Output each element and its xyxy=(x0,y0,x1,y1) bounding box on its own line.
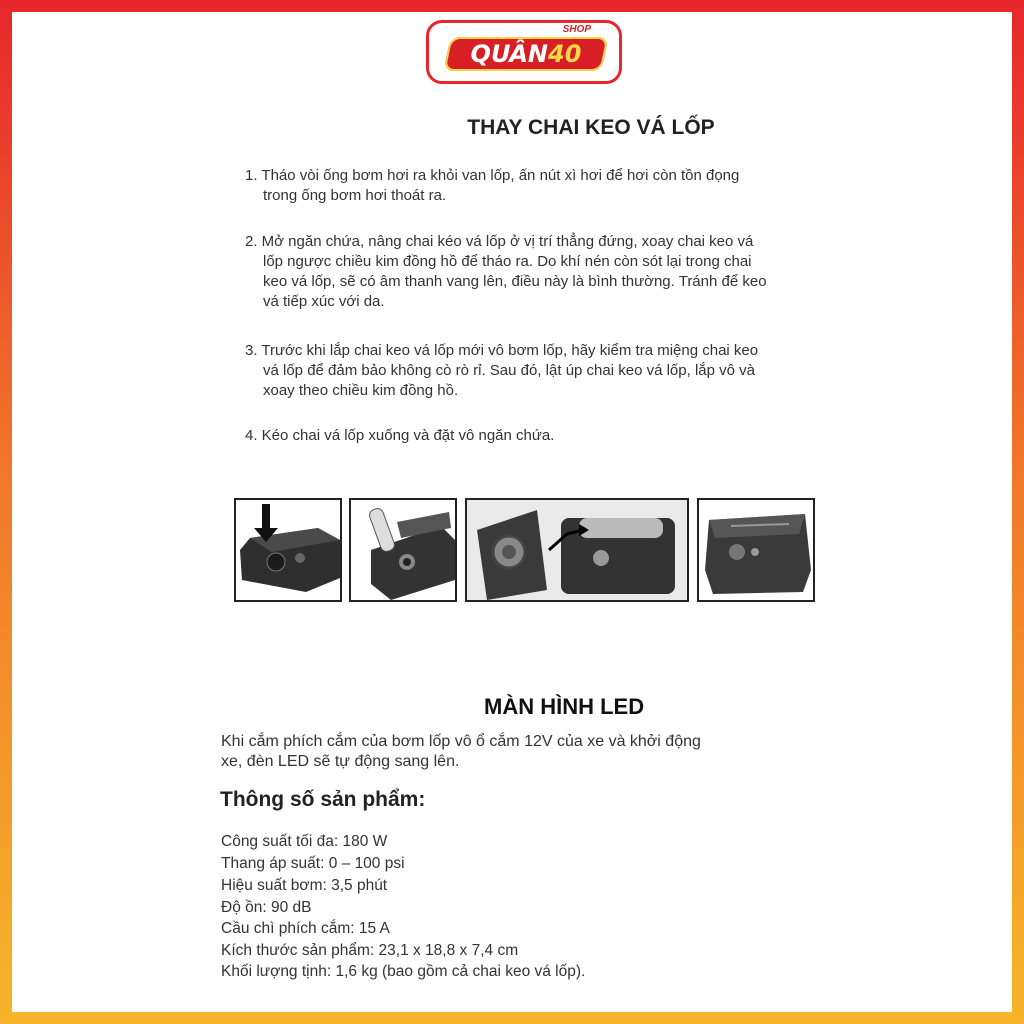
specs-title: Thông số sản phẩm: xyxy=(220,788,426,811)
step-4 xyxy=(245,426,554,446)
page xyxy=(12,12,1012,1012)
step-3-line-2: vá lốp để đảm bảo không cò rò rỉ. Sau đó, lật úp chai keo vá lốp, lắp vô và xyxy=(263,362,755,379)
step-2-line-1: 2. Mở ngăn chứa, nâng chai kéo vá lốp ở vị trí thẳng đứng, xoay chai keo vá xyxy=(245,233,754,250)
led-description xyxy=(221,732,701,772)
step-1-line-1: 1. Tháo vòi ống bơm hơi ra khỏi van lốp, ấn nút xì hơi để hơi còn tồn đọng xyxy=(245,167,740,184)
logo-name: QUÂN xyxy=(470,40,549,68)
logo-number: 40 xyxy=(548,40,582,68)
spec-max-power: Công suất tối đa: 180 W xyxy=(221,833,388,850)
step-2-line-4: vá tiếp xúc với da. xyxy=(263,293,385,310)
step-1 xyxy=(245,166,739,206)
step-4-line-1: 4. Kéo chai vá lốp xuống và đặt vô ngăn chứa. xyxy=(245,427,555,444)
step-2-line-2: lốp ngược chiều kim đồng hồ để tháo ra. Do khí nén còn sót lại trong chai xyxy=(263,253,752,270)
led-line-1: Khi cắm phích cắm của bơm lốp vô ổ cắm 12V của xe và khởi động xyxy=(221,733,701,750)
photo-step-pull-down xyxy=(234,498,342,602)
photo-step-insert-bottle xyxy=(465,498,689,602)
logo-badge xyxy=(443,37,608,71)
step-3-line-3: xoay theo chiều kim đồng hồ. xyxy=(263,382,459,399)
step-2-line-3: keo vá lốp, sẽ có âm thanh vang lên, điều này là bình thường. Tránh để keo xyxy=(263,273,767,290)
spec-fuse: Cầu chì phích cắm: 15 A xyxy=(221,920,390,937)
spec-pump-efficiency: Hiệu suất bơm: 3,5 phút xyxy=(221,877,388,894)
shop-logo xyxy=(426,20,622,84)
led-line-2: xe, đèn LED sẽ tự động sang lên. xyxy=(221,753,460,770)
spec-dimensions: Kích thước sản phẩm: 23,1 x 18,8 x 7,4 cm xyxy=(221,942,519,959)
logo-shop-label: SHOP xyxy=(562,24,591,35)
step-3-line-1: 3. Trước khi lắp chai keo vá lốp mới vô bơm lốp, hãy kiểm tra miệng chai keo xyxy=(245,342,759,359)
spec-net-weight: Khối lượng tịnh: 1,6 kg (bao gồm cả chai keo vá lốp). xyxy=(221,963,586,980)
section-title-led: MÀN HÌNH LED xyxy=(484,694,645,719)
photo-step-place-in-compartment xyxy=(697,498,815,602)
photo-step-lift-bottle xyxy=(349,498,457,602)
step-2 xyxy=(245,232,767,312)
spec-noise: Độ ồn: 90 dB xyxy=(221,899,312,916)
step-1-line-2: trong ống bơm hơi thoát ra. xyxy=(263,187,447,204)
spec-pressure-range: Thang áp suất: 0 – 100 psi xyxy=(221,855,405,872)
section-title-replace-bottle: THAY CHAI KEO VÁ LỐP xyxy=(467,116,715,139)
step-3 xyxy=(245,341,758,401)
